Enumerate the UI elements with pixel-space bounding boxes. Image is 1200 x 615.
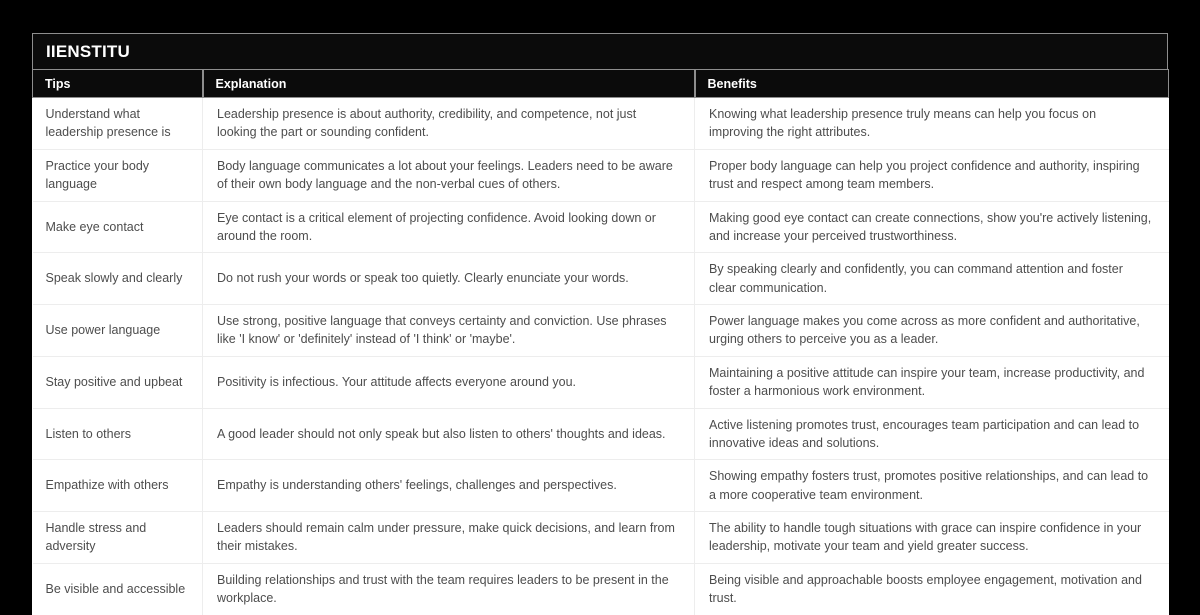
table-row xyxy=(33,356,1169,408)
cell-explanation: Use strong, positive language that conveys certainty and conviction. Use phrases like 'I know' or 'definitely' instead of 'I think' or 'maybe'. xyxy=(203,305,695,357)
cell-tip: Empathize with others xyxy=(33,460,203,512)
cell-benefit: Proper body language can help you project confidence and authority, inspiring trust and respect among team members. xyxy=(695,149,1169,201)
cell-benefit: Active listening promotes trust, encourages team participation and can lead to innovative ideas and solutions. xyxy=(695,408,1169,460)
table-row xyxy=(33,408,1169,460)
table-row xyxy=(33,305,1169,357)
cell-tip: Be visible and accessible xyxy=(33,563,203,614)
table-header-row xyxy=(33,70,1169,98)
table-row xyxy=(33,98,1169,150)
cell-tip: Understand what leadership presence is xyxy=(33,98,203,150)
cell-tip: Make eye contact xyxy=(33,201,203,253)
cell-tip: Stay positive and upbeat xyxy=(33,356,203,408)
cell-benefit: Being visible and approachable boosts employee engagement, motivation and trust. xyxy=(695,563,1169,614)
cell-explanation: A good leader should not only speak but also listen to others' thoughts and ideas. xyxy=(203,408,695,460)
cell-tip: Practice your body language xyxy=(33,149,203,201)
column-header-explanation[interactable]: Explanation xyxy=(203,70,695,98)
cell-explanation: Leaders should remain calm under pressure, make quick decisions, and learn from their mistakes. xyxy=(203,512,695,564)
cell-benefit: Making good eye contact can create connections, show you're actively listening, and increase your perceived trustworthiness. xyxy=(695,201,1169,253)
table-row xyxy=(33,149,1169,201)
table-row xyxy=(33,512,1169,564)
table-body xyxy=(33,98,1169,615)
cell-explanation: Building relationships and trust with the team requires leaders to be present in the workplace. xyxy=(203,563,695,614)
table-row xyxy=(33,460,1169,512)
cell-benefit: Maintaining a positive attitude can inspire your team, increase productivity, and foster a harmonious work environment. xyxy=(695,356,1169,408)
brand-logo-text: IIENSTITU xyxy=(46,42,130,61)
cell-tip: Use power language xyxy=(33,305,203,357)
cell-benefit: Knowing what leadership presence truly means can help you focus on improving the right attributes. xyxy=(695,98,1169,150)
cell-explanation: Do not rush your words or speak too quietly. Clearly enunciate your words. xyxy=(203,253,695,305)
cell-explanation: Leadership presence is about authority, credibility, and competence, not just looking the part or sounding confident. xyxy=(203,98,695,150)
brand-header xyxy=(32,33,1168,69)
table-row xyxy=(33,563,1169,614)
column-header-tips[interactable]: Tips xyxy=(33,70,203,98)
cell-tip: Speak slowly and clearly xyxy=(33,253,203,305)
cell-benefit: By speaking clearly and confidently, you can command attention and foster clear communication. xyxy=(695,253,1169,305)
cell-benefit: The ability to handle tough situations with grace can inspire confidence in your leadership, motivate your team and yield greater success. xyxy=(695,512,1169,564)
table-row xyxy=(33,201,1169,253)
tips-table-card xyxy=(32,33,1168,606)
table-head xyxy=(33,70,1169,98)
leadership-tips-table xyxy=(32,69,1169,615)
cell-explanation: Body language communicates a lot about your feelings. Leaders need to be aware of their own body language and the non-verbal cues of others. xyxy=(203,149,695,201)
cell-explanation: Positivity is infectious. Your attitude affects everyone around you. xyxy=(203,356,695,408)
cell-benefit: Power language makes you come across as more confident and authoritative, urging others to perceive you as a leader. xyxy=(695,305,1169,357)
cell-tip: Handle stress and adversity xyxy=(33,512,203,564)
table-row xyxy=(33,253,1169,305)
column-header-benefits[interactable]: Benefits xyxy=(695,70,1169,98)
cell-explanation: Eye contact is a critical element of projecting confidence. Avoid looking down or around the room. xyxy=(203,201,695,253)
cell-tip: Listen to others xyxy=(33,408,203,460)
cell-benefit: Showing empathy fosters trust, promotes positive relationships, and can lead to a more cooperative team environment. xyxy=(695,460,1169,512)
cell-explanation: Empathy is understanding others' feelings, challenges and perspectives. xyxy=(203,460,695,512)
